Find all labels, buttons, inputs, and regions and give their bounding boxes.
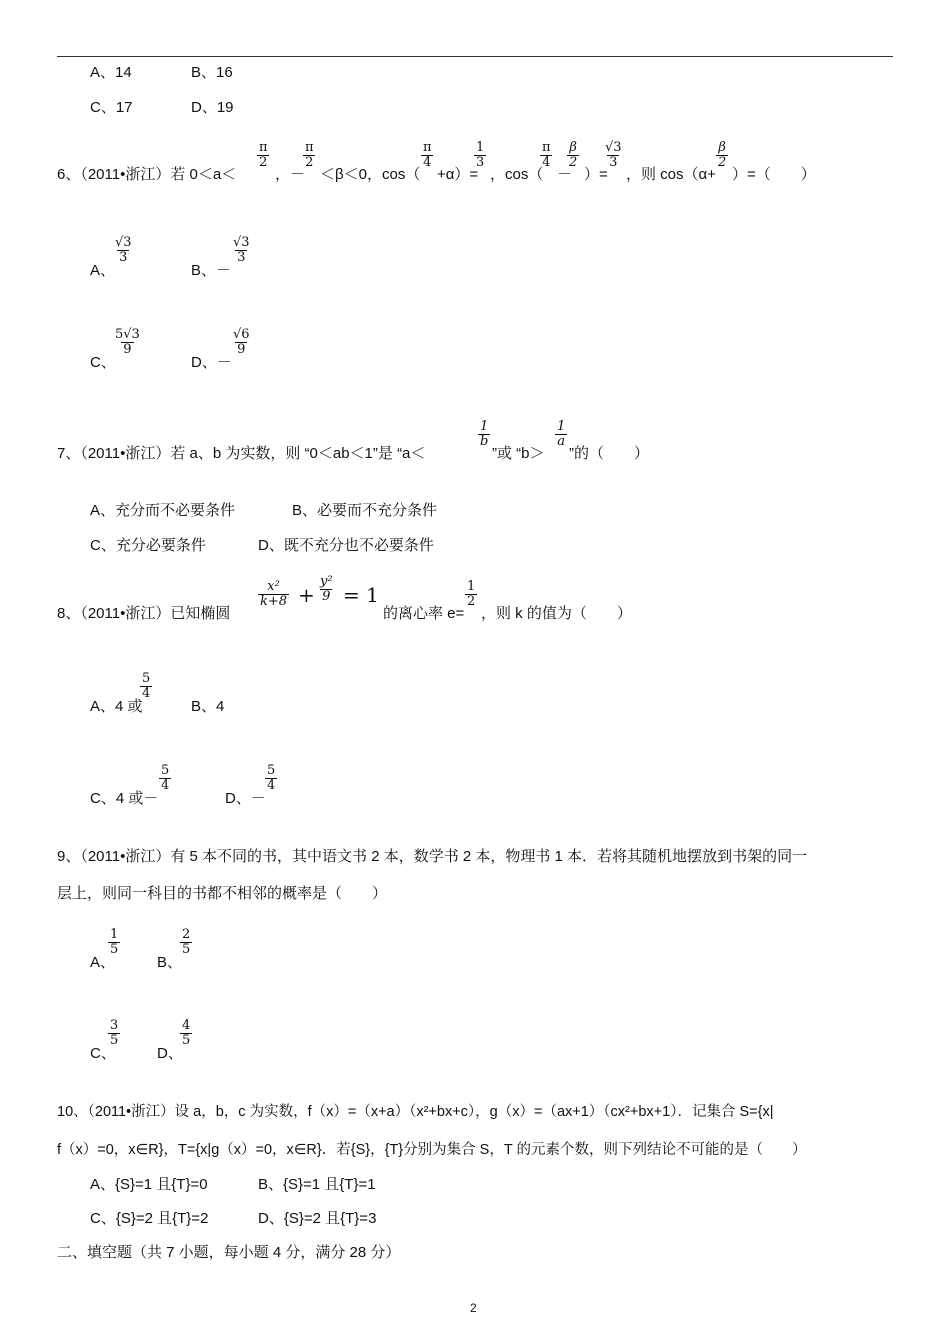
q6-frac-pi-2b xyxy=(303,141,316,170)
q8-option-a: A、4 或 xyxy=(90,698,143,715)
q8-eq-y2-frac xyxy=(318,575,335,604)
q6-frac-pi-2 xyxy=(257,141,270,170)
q8-text-1: 8、（2011•浙江）已知椭圆 xyxy=(57,605,231,622)
frac-den: 2 xyxy=(718,155,727,170)
q10-option-a: A、{S}=1 且{T}=0 xyxy=(90,1176,208,1193)
q6-option-a-frac xyxy=(113,236,134,265)
frac-den: a xyxy=(557,434,566,449)
frac-den: 4 xyxy=(423,155,432,170)
frac-num: √3 xyxy=(115,235,132,250)
q8-option-a-frac xyxy=(140,672,152,701)
frac-num: 1 xyxy=(480,419,489,434)
q9-option-b-frac xyxy=(180,928,192,957)
frac-den: b xyxy=(480,434,489,449)
q6-text-8: ，则 cos（α+ xyxy=(626,166,716,183)
frac-den: 5 xyxy=(182,1033,191,1048)
q6-frac-pi-4 xyxy=(421,141,434,170)
frac-num: 5 xyxy=(142,671,151,686)
frac-num: β xyxy=(569,140,577,155)
q7-frac-1-a xyxy=(555,420,567,449)
q6-frac-pi-4b xyxy=(540,141,553,170)
frac-den: 5 xyxy=(110,1033,119,1048)
frac-num: 1 xyxy=(476,140,485,155)
frac-den: 3 xyxy=(476,155,485,170)
q6-frac-sqrt3-3 xyxy=(603,141,624,170)
q6-text-6: － xyxy=(557,166,573,183)
frac-den: 2 xyxy=(305,155,314,170)
q6-option-d: D、－ xyxy=(191,354,232,371)
frac-num: π xyxy=(423,140,432,155)
q10-option-c: C、{S}=2 且{T}=2 xyxy=(90,1210,209,1227)
frac-num: π xyxy=(542,140,551,155)
frac-num: π xyxy=(305,140,314,155)
q10-option-d: D、{S}=2 且{T}=3 xyxy=(258,1210,377,1227)
frac-num: y² xyxy=(320,574,333,589)
q8-eq-plus: + xyxy=(298,583,315,607)
frac-den: 9 xyxy=(322,589,331,604)
q6-option-c-frac xyxy=(113,328,142,357)
q8-option-b: B、4 xyxy=(191,698,225,715)
q9-option-a: A、 xyxy=(90,954,116,971)
q7-text-3: ”的（ ） xyxy=(569,445,649,462)
frac-den: 3 xyxy=(119,250,128,265)
q9-option-c: C、 xyxy=(90,1045,116,1062)
q6-option-b: B、－ xyxy=(191,262,232,279)
frac-den: 3 xyxy=(237,250,246,265)
frac-den: k+8 xyxy=(260,594,288,609)
q6-text-3: ＜β＜0，cos（ xyxy=(320,166,421,183)
frac-num: 2 xyxy=(182,927,191,942)
frac-num: 1 xyxy=(467,579,476,594)
frac-den: 4 xyxy=(267,778,276,793)
q6-text-5: ，cos（ xyxy=(490,166,544,183)
frac-num: 3 xyxy=(110,1018,119,1033)
q6-frac-beta-2 xyxy=(567,141,579,170)
frac-den: 9 xyxy=(123,342,132,357)
q8-option-d: D、－ xyxy=(225,790,266,807)
q8-eq-equals-one: = 1 xyxy=(343,583,379,607)
q7-option-a: A、充分而不必要条件 xyxy=(90,502,236,519)
frac-den: 4 xyxy=(142,686,151,701)
q5-option-b: B、16 xyxy=(191,64,233,81)
q10-line-2: f（x）=0，x∈R}，T={x|g（x）=0，x∈R}．若{S}，{T}分别为集合 S，T 的元素个数，则下列结论不可能的是（ ） xyxy=(57,1142,807,1158)
q5-option-d: D、19 xyxy=(191,99,234,116)
q6-option-a: A、 xyxy=(90,262,116,279)
page-number: 2 xyxy=(470,1301,477,1315)
q6-text-1: 6、（2011•浙江）若 0＜a＜ xyxy=(57,166,237,183)
q6-text-4: +α）= xyxy=(437,166,479,183)
q6-option-b-frac xyxy=(231,236,252,265)
q7-frac-1-b xyxy=(478,420,490,449)
q9-line-1: 9、（2011•浙江）有 5 本不同的书，其中语文书 2 本，数学书 2 本，物理书 1 本．若将其随机地摆放到书架的同一 xyxy=(57,848,808,865)
q6-text-2: ，－ xyxy=(275,166,306,183)
frac-den: 3 xyxy=(609,155,618,170)
q8-eq-x2-frac xyxy=(258,580,289,609)
frac-num: x² xyxy=(267,579,280,594)
q7-option-d: D、既不充分也不必要条件 xyxy=(258,537,434,554)
q5-option-c: C、17 xyxy=(90,99,133,116)
frac-num: π xyxy=(259,140,268,155)
frac-num: β xyxy=(718,140,726,155)
q8-option-d-frac xyxy=(265,764,277,793)
q6-option-d-frac xyxy=(231,328,252,357)
frac-den: 2 xyxy=(569,155,578,170)
q7-text-2: ”或 “b＞ xyxy=(492,445,545,462)
frac-num: 4 xyxy=(182,1018,191,1033)
q6-text-9: ）=（ ） xyxy=(732,166,816,183)
frac-den: 9 xyxy=(237,342,246,357)
q6-frac-beta-2b xyxy=(716,141,728,170)
q8-frac-1-2 xyxy=(465,580,477,609)
q9-option-d: D、 xyxy=(157,1045,183,1062)
frac-num: 1 xyxy=(557,419,566,434)
q9-option-a-frac xyxy=(108,928,120,957)
q9-line-2: 层上，则同一科目的书都不相邻的概率是（ ） xyxy=(57,885,388,902)
q8-text-2: 的离心率 e= xyxy=(383,605,465,622)
frac-den: 2 xyxy=(259,155,268,170)
q6-frac-1-3 xyxy=(474,141,486,170)
frac-num: 1 xyxy=(110,927,119,942)
frac-num: 5 xyxy=(161,763,170,778)
frac-num: √3 xyxy=(233,235,250,250)
frac-num: √6 xyxy=(233,327,250,342)
frac-den: 4 xyxy=(161,778,170,793)
frac-den: 2 xyxy=(467,594,476,609)
q10-option-b: B、{S}=1 且{T}=1 xyxy=(258,1176,376,1193)
section-2-heading: 二、填空题（共 7 小题，每小题 4 分，满分 28 分） xyxy=(57,1244,401,1261)
q9-option-b: B、 xyxy=(157,954,183,971)
q9-option-d-frac xyxy=(180,1019,192,1048)
q8-option-c: C、4 或－ xyxy=(90,790,159,807)
q8-option-c-frac xyxy=(159,764,171,793)
q7-option-c: C、充分必要条件 xyxy=(90,537,206,554)
q6-option-c: C、 xyxy=(90,354,116,371)
frac-num: 5 xyxy=(267,763,276,778)
frac-num: √3 xyxy=(605,140,622,155)
q6-text-7: ）= xyxy=(584,166,608,183)
frac-den: 4 xyxy=(542,155,551,170)
q10-line-1: 10、（2011•浙江）设 a，b，c 为实数，f（x）=（x+a）（x²+bx+c），g（x）=（ax+1）（cx²+bx+1）．记集合 S={x| xyxy=(57,1104,774,1120)
header-rule xyxy=(57,56,893,57)
q9-option-c-frac xyxy=(108,1019,120,1048)
frac-den: 5 xyxy=(110,942,119,957)
q7-text-1: 7、（2011•浙江）若 a、b 为实数，则 “0＜ab＜1”是 “a＜ xyxy=(57,445,426,462)
q7-option-b: B、必要而不充分条件 xyxy=(292,502,438,519)
frac-num: 5√3 xyxy=(115,327,140,342)
q5-option-a: A、14 xyxy=(90,64,132,81)
frac-den: 5 xyxy=(182,942,191,957)
q8-text-3: ，则 k 的值为（ ） xyxy=(481,605,632,622)
